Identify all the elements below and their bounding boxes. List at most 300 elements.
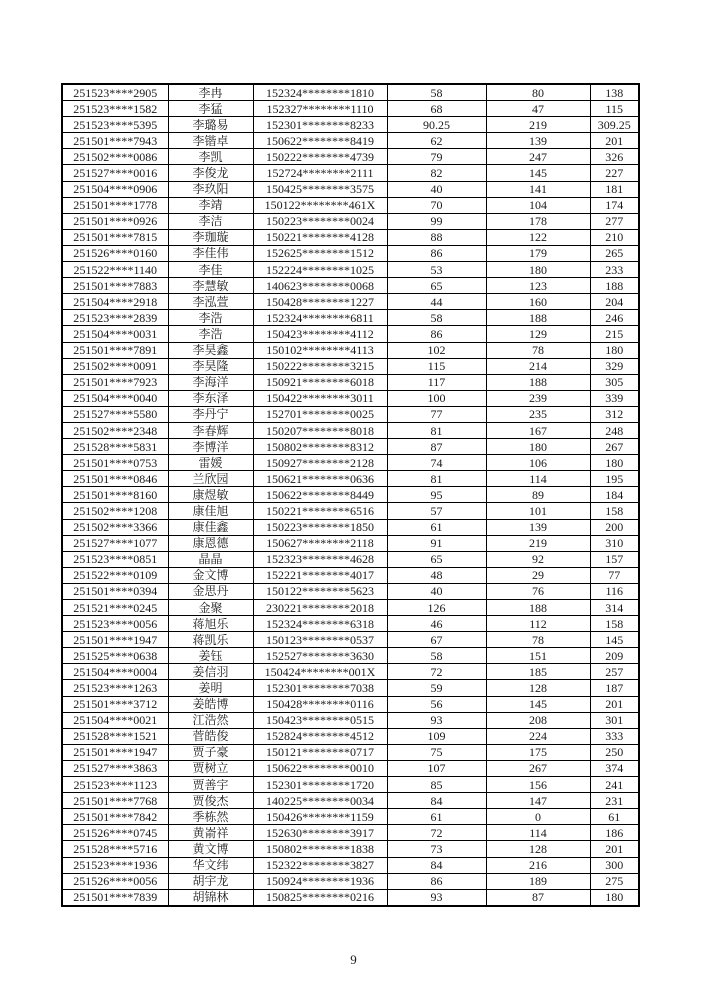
table-row bbox=[62, 358, 639, 374]
col-exam-no: 251521****0245 bbox=[62, 600, 168, 616]
table-row bbox=[62, 406, 639, 422]
col-id-number: 152724********2111 bbox=[253, 165, 387, 181]
col-exam-no: 251501****7943 bbox=[62, 133, 168, 149]
col-total: 305 bbox=[590, 374, 639, 390]
col-score-b: 78 bbox=[486, 632, 590, 648]
col-exam-no: 251501****1947 bbox=[62, 632, 168, 648]
col-id-number: 230221********2018 bbox=[253, 600, 387, 616]
col-total: 312 bbox=[590, 406, 639, 422]
col-score-a: 81 bbox=[387, 422, 486, 438]
col-total: 204 bbox=[590, 294, 639, 310]
col-id-number: 152221********4017 bbox=[253, 567, 387, 583]
col-id-number: 150423********0515 bbox=[253, 712, 387, 728]
col-score-a: 102 bbox=[387, 342, 486, 358]
col-score-b: 104 bbox=[486, 197, 590, 213]
col-id-number: 150223********1850 bbox=[253, 519, 387, 535]
col-score-b: 167 bbox=[486, 422, 590, 438]
col-score-a: 87 bbox=[387, 439, 486, 455]
col-name: 李玖阳 bbox=[168, 181, 253, 197]
col-score-b: 219 bbox=[486, 117, 590, 133]
col-id-number: 152527********3630 bbox=[253, 648, 387, 664]
col-total: 210 bbox=[590, 229, 639, 245]
col-score-b: 188 bbox=[486, 310, 590, 326]
col-score-b: 151 bbox=[486, 648, 590, 664]
table-row bbox=[62, 165, 639, 181]
col-exam-no: 251501****7839 bbox=[62, 889, 168, 906]
col-name: 李昊鑫 bbox=[168, 342, 253, 358]
col-score-b: 78 bbox=[486, 342, 590, 358]
col-score-b: 208 bbox=[486, 712, 590, 728]
col-score-b: 239 bbox=[486, 390, 590, 406]
col-score-b: 0 bbox=[486, 809, 590, 825]
table-row bbox=[62, 632, 639, 648]
col-name: 姜钰 bbox=[168, 648, 253, 664]
col-id-number: 150424********001X bbox=[253, 664, 387, 680]
col-exam-no: 251501****1947 bbox=[62, 744, 168, 760]
col-name: 贾子豪 bbox=[168, 744, 253, 760]
col-exam-no: 251504****0031 bbox=[62, 326, 168, 342]
col-total: 77 bbox=[590, 567, 639, 583]
col-total: 201 bbox=[590, 841, 639, 857]
col-id-number: 150121********0717 bbox=[253, 744, 387, 760]
col-total: 277 bbox=[590, 213, 639, 229]
col-id-number: 150621********0636 bbox=[253, 471, 387, 487]
col-exam-no: 251504****0004 bbox=[62, 664, 168, 680]
col-score-a: 100 bbox=[387, 390, 486, 406]
col-score-a: 84 bbox=[387, 793, 486, 809]
col-score-b: 114 bbox=[486, 825, 590, 841]
col-score-a: 61 bbox=[387, 519, 486, 535]
table-row bbox=[62, 101, 639, 117]
col-exam-no: 251526****0745 bbox=[62, 825, 168, 841]
col-exam-no: 251501****0753 bbox=[62, 455, 168, 471]
col-total: 180 bbox=[590, 889, 639, 906]
col-exam-no: 251501****3712 bbox=[62, 696, 168, 712]
col-score-b: 224 bbox=[486, 728, 590, 744]
col-id-number: 150207********8018 bbox=[253, 422, 387, 438]
col-score-a: 58 bbox=[387, 310, 486, 326]
table-row bbox=[62, 777, 639, 793]
col-total: 145 bbox=[590, 632, 639, 648]
table-row bbox=[62, 696, 639, 712]
col-score-a: 109 bbox=[387, 728, 486, 744]
col-exam-no: 251523****0056 bbox=[62, 616, 168, 632]
col-exam-no: 251502****0091 bbox=[62, 358, 168, 374]
col-exam-no: 251527****3863 bbox=[62, 760, 168, 776]
col-id-number: 150802********8312 bbox=[253, 439, 387, 455]
col-score-b: 92 bbox=[486, 551, 590, 567]
col-name: 康恩德 bbox=[168, 535, 253, 551]
col-total: 115 bbox=[590, 101, 639, 117]
col-total: 231 bbox=[590, 793, 639, 809]
col-total: 267 bbox=[590, 439, 639, 455]
col-name: 康佳旭 bbox=[168, 503, 253, 519]
col-score-a: 82 bbox=[387, 165, 486, 181]
table-row bbox=[62, 712, 639, 728]
table-row bbox=[62, 133, 639, 149]
col-total: 233 bbox=[590, 262, 639, 278]
col-name: 李冉 bbox=[168, 84, 253, 101]
col-exam-no: 251502****2348 bbox=[62, 422, 168, 438]
col-score-b: 180 bbox=[486, 439, 590, 455]
col-score-b: 145 bbox=[486, 165, 590, 181]
col-id-number: 150102********4113 bbox=[253, 342, 387, 358]
col-id-number: 152324********1810 bbox=[253, 84, 387, 101]
table-row bbox=[62, 664, 639, 680]
col-id-number: 150222********4739 bbox=[253, 149, 387, 165]
table-row bbox=[62, 744, 639, 760]
col-exam-no: 251527****0016 bbox=[62, 165, 168, 181]
col-name: 李泓萱 bbox=[168, 294, 253, 310]
col-total: 61 bbox=[590, 809, 639, 825]
col-exam-no: 251502****3366 bbox=[62, 519, 168, 535]
col-score-a: 86 bbox=[387, 873, 486, 889]
col-exam-no: 251501****7815 bbox=[62, 229, 168, 245]
col-name: 黄文博 bbox=[168, 841, 253, 857]
col-total: 265 bbox=[590, 245, 639, 261]
col-id-number: 140623********0068 bbox=[253, 278, 387, 294]
col-score-a: 85 bbox=[387, 777, 486, 793]
col-score-b: 156 bbox=[486, 777, 590, 793]
col-id-number: 150223********0024 bbox=[253, 213, 387, 229]
col-score-a: 117 bbox=[387, 374, 486, 390]
col-total: 180 bbox=[590, 455, 639, 471]
col-id-number: 150221********6516 bbox=[253, 503, 387, 519]
table-row bbox=[62, 149, 639, 165]
col-score-b: 219 bbox=[486, 535, 590, 551]
col-name: 胡锦林 bbox=[168, 889, 253, 906]
col-score-b: 189 bbox=[486, 873, 590, 889]
table-row bbox=[62, 422, 639, 438]
table-row bbox=[62, 841, 639, 857]
col-name: 李丹宁 bbox=[168, 406, 253, 422]
col-exam-no: 251523****5395 bbox=[62, 117, 168, 133]
col-name: 季栋然 bbox=[168, 809, 253, 825]
col-name: 贾善宇 bbox=[168, 777, 253, 793]
score-table-body bbox=[62, 84, 639, 906]
col-id-number: 150622********8419 bbox=[253, 133, 387, 149]
col-id-number: 152824********4512 bbox=[253, 728, 387, 744]
col-score-b: 129 bbox=[486, 326, 590, 342]
col-id-number: 150927********2128 bbox=[253, 455, 387, 471]
table-row bbox=[62, 551, 639, 567]
col-total: 138 bbox=[590, 84, 639, 101]
table-row bbox=[62, 889, 639, 906]
col-name: 贾俊杰 bbox=[168, 793, 253, 809]
col-name: 金文博 bbox=[168, 567, 253, 583]
col-name: 康煜敏 bbox=[168, 487, 253, 503]
col-score-a: 93 bbox=[387, 889, 486, 906]
col-total: 250 bbox=[590, 744, 639, 760]
col-exam-no: 251501****7768 bbox=[62, 793, 168, 809]
col-id-number: 152324********6811 bbox=[253, 310, 387, 326]
col-score-b: 180 bbox=[486, 262, 590, 278]
col-score-a: 65 bbox=[387, 551, 486, 567]
table-row bbox=[62, 616, 639, 632]
col-total: 314 bbox=[590, 600, 639, 616]
col-score-a: 86 bbox=[387, 245, 486, 261]
col-score-b: 101 bbox=[486, 503, 590, 519]
col-exam-no: 251528****5716 bbox=[62, 841, 168, 857]
col-total: 326 bbox=[590, 149, 639, 165]
col-exam-no: 251501****0394 bbox=[62, 583, 168, 599]
col-id-number: 152301********7038 bbox=[253, 680, 387, 696]
col-total: 188 bbox=[590, 278, 639, 294]
col-name: 金聚 bbox=[168, 600, 253, 616]
col-total: 309.25 bbox=[590, 117, 639, 133]
col-score-b: 106 bbox=[486, 455, 590, 471]
col-name: 李猛 bbox=[168, 101, 253, 117]
col-id-number: 150425********3575 bbox=[253, 181, 387, 197]
col-total: 201 bbox=[590, 133, 639, 149]
col-exam-no: 251526****0056 bbox=[62, 873, 168, 889]
score-table bbox=[61, 83, 640, 907]
col-name: 李佳伟 bbox=[168, 245, 253, 261]
col-total: 195 bbox=[590, 471, 639, 487]
col-name: 贾树立 bbox=[168, 760, 253, 776]
col-total: 310 bbox=[590, 535, 639, 551]
col-total: 300 bbox=[590, 857, 639, 873]
col-exam-no: 251523****1936 bbox=[62, 857, 168, 873]
col-total: 333 bbox=[590, 728, 639, 744]
col-exam-no: 251528****1521 bbox=[62, 728, 168, 744]
col-score-a: 48 bbox=[387, 567, 486, 583]
col-exam-no: 251502****1208 bbox=[62, 503, 168, 519]
col-score-b: 128 bbox=[486, 841, 590, 857]
col-score-a: 40 bbox=[387, 583, 486, 599]
page-number: 9 bbox=[350, 952, 357, 967]
col-score-a: 57 bbox=[387, 503, 486, 519]
table-row bbox=[62, 326, 639, 342]
col-name: 蒋旭乐 bbox=[168, 616, 253, 632]
col-name: 李博洋 bbox=[168, 439, 253, 455]
col-id-number: 152324********6318 bbox=[253, 616, 387, 632]
table-row bbox=[62, 809, 639, 825]
col-score-b: 185 bbox=[486, 664, 590, 680]
col-name: 李靖 bbox=[168, 197, 253, 213]
col-score-a: 65 bbox=[387, 278, 486, 294]
col-score-a: 115 bbox=[387, 358, 486, 374]
col-id-number: 150423********4112 bbox=[253, 326, 387, 342]
col-total: 180 bbox=[590, 342, 639, 358]
table-row bbox=[62, 455, 639, 471]
col-score-b: 247 bbox=[486, 149, 590, 165]
col-exam-no: 251501****0846 bbox=[62, 471, 168, 487]
col-exam-no: 251504****0021 bbox=[62, 712, 168, 728]
col-total: 275 bbox=[590, 873, 639, 889]
col-exam-no: 251523****1123 bbox=[62, 777, 168, 793]
col-score-a: 95 bbox=[387, 487, 486, 503]
col-name: 李锴卓 bbox=[168, 133, 253, 149]
col-id-number: 150422********3011 bbox=[253, 390, 387, 406]
col-exam-no: 251523****2839 bbox=[62, 310, 168, 326]
col-score-b: 179 bbox=[486, 245, 590, 261]
col-name: 姜明 bbox=[168, 680, 253, 696]
table-row bbox=[62, 213, 639, 229]
col-score-b: 214 bbox=[486, 358, 590, 374]
table-row bbox=[62, 648, 639, 664]
col-total: 200 bbox=[590, 519, 639, 535]
table-row bbox=[62, 310, 639, 326]
col-exam-no: 251523****1582 bbox=[62, 101, 168, 117]
col-score-b: 29 bbox=[486, 567, 590, 583]
col-total: 301 bbox=[590, 712, 639, 728]
col-total: 181 bbox=[590, 181, 639, 197]
col-score-b: 141 bbox=[486, 181, 590, 197]
col-score-b: 122 bbox=[486, 229, 590, 245]
table-row bbox=[62, 342, 639, 358]
col-total: 186 bbox=[590, 825, 639, 841]
table-row bbox=[62, 117, 639, 133]
col-name: 兰欣园 bbox=[168, 471, 253, 487]
col-score-b: 188 bbox=[486, 600, 590, 616]
col-score-a: 75 bbox=[387, 744, 486, 760]
col-name: 菅皓俊 bbox=[168, 728, 253, 744]
col-id-number: 152323********4628 bbox=[253, 551, 387, 567]
col-score-a: 74 bbox=[387, 455, 486, 471]
col-name: 姜皓博 bbox=[168, 696, 253, 712]
table-row bbox=[62, 471, 639, 487]
col-name: 李凯 bbox=[168, 149, 253, 165]
col-id-number: 150924********1936 bbox=[253, 873, 387, 889]
col-id-number: 150122********461X bbox=[253, 197, 387, 213]
col-total: 187 bbox=[590, 680, 639, 696]
col-total: 246 bbox=[590, 310, 639, 326]
col-score-b: 145 bbox=[486, 696, 590, 712]
col-exam-no: 251528****5831 bbox=[62, 439, 168, 455]
col-score-a: 91 bbox=[387, 535, 486, 551]
table-row bbox=[62, 680, 639, 696]
col-name: 金思丹 bbox=[168, 583, 253, 599]
col-total: 158 bbox=[590, 503, 639, 519]
col-score-b: 76 bbox=[486, 583, 590, 599]
col-exam-no: 251501****0926 bbox=[62, 213, 168, 229]
table-row bbox=[62, 825, 639, 841]
col-id-number: 150222********3215 bbox=[253, 358, 387, 374]
col-total: 257 bbox=[590, 664, 639, 680]
col-score-a: 79 bbox=[387, 149, 486, 165]
col-id-number: 150426********1159 bbox=[253, 809, 387, 825]
col-name: 李东泽 bbox=[168, 390, 253, 406]
col-id-number: 152701********0025 bbox=[253, 406, 387, 422]
col-score-a: 126 bbox=[387, 600, 486, 616]
col-id-number: 150428********1227 bbox=[253, 294, 387, 310]
table-row bbox=[62, 439, 639, 455]
col-id-number: 140225********0034 bbox=[253, 793, 387, 809]
col-total: 329 bbox=[590, 358, 639, 374]
col-score-b: 216 bbox=[486, 857, 590, 873]
col-total: 157 bbox=[590, 551, 639, 567]
col-exam-no: 251501****1778 bbox=[62, 197, 168, 213]
col-name: 蒋凯乐 bbox=[168, 632, 253, 648]
col-name: 姜信羽 bbox=[168, 664, 253, 680]
col-score-b: 188 bbox=[486, 374, 590, 390]
col-exam-no: 251523****0851 bbox=[62, 551, 168, 567]
col-name: 李春辉 bbox=[168, 422, 253, 438]
col-score-b: 160 bbox=[486, 294, 590, 310]
col-score-b: 128 bbox=[486, 680, 590, 696]
col-id-number: 152630********3917 bbox=[253, 825, 387, 841]
col-exam-no: 251522****0109 bbox=[62, 567, 168, 583]
table-row bbox=[62, 278, 639, 294]
col-total: 209 bbox=[590, 648, 639, 664]
col-name: 李慧敏 bbox=[168, 278, 253, 294]
col-exam-no: 251504****0906 bbox=[62, 181, 168, 197]
col-score-a: 62 bbox=[387, 133, 486, 149]
col-score-a: 86 bbox=[387, 326, 486, 342]
col-score-b: 87 bbox=[486, 889, 590, 906]
col-exam-no: 251526****0160 bbox=[62, 245, 168, 261]
col-total: 215 bbox=[590, 326, 639, 342]
col-name: 李佳 bbox=[168, 262, 253, 278]
col-id-number: 150123********0537 bbox=[253, 632, 387, 648]
col-id-number: 150221********4128 bbox=[253, 229, 387, 245]
col-name: 李洁 bbox=[168, 213, 253, 229]
col-exam-no: 251525****0638 bbox=[62, 648, 168, 664]
col-name: 李璐易 bbox=[168, 117, 253, 133]
table-row bbox=[62, 600, 639, 616]
table-row bbox=[62, 262, 639, 278]
col-score-a: 56 bbox=[387, 696, 486, 712]
col-score-a: 72 bbox=[387, 664, 486, 680]
col-name: 李海洋 bbox=[168, 374, 253, 390]
table-row bbox=[62, 583, 639, 599]
col-id-number: 152625********1512 bbox=[253, 245, 387, 261]
col-score-a: 46 bbox=[387, 616, 486, 632]
col-id-number: 150627********2118 bbox=[253, 535, 387, 551]
col-score-a: 88 bbox=[387, 229, 486, 245]
table-row bbox=[62, 793, 639, 809]
col-score-a: 81 bbox=[387, 471, 486, 487]
col-score-a: 40 bbox=[387, 181, 486, 197]
col-name: 雷媛 bbox=[168, 455, 253, 471]
col-total: 248 bbox=[590, 422, 639, 438]
table-row bbox=[62, 84, 639, 101]
col-score-a: 90.25 bbox=[387, 117, 486, 133]
col-score-a: 44 bbox=[387, 294, 486, 310]
col-id-number: 152301********8233 bbox=[253, 117, 387, 133]
col-score-a: 58 bbox=[387, 84, 486, 101]
col-total: 227 bbox=[590, 165, 639, 181]
col-score-a: 68 bbox=[387, 101, 486, 117]
col-exam-no: 251501****7891 bbox=[62, 342, 168, 358]
col-score-a: 70 bbox=[387, 197, 486, 213]
col-exam-no: 251501****7923 bbox=[62, 374, 168, 390]
col-exam-no: 251523****1263 bbox=[62, 680, 168, 696]
col-id-number: 150825********0216 bbox=[253, 889, 387, 906]
col-exam-no: 251522****1140 bbox=[62, 262, 168, 278]
col-score-a: 107 bbox=[387, 760, 486, 776]
col-id-number: 150622********0010 bbox=[253, 760, 387, 776]
col-score-a: 61 bbox=[387, 809, 486, 825]
col-score-b: 235 bbox=[486, 406, 590, 422]
col-score-b: 267 bbox=[486, 760, 590, 776]
col-name: 李浩 bbox=[168, 310, 253, 326]
col-name: 李浩 bbox=[168, 326, 253, 342]
col-exam-no: 251502****0086 bbox=[62, 149, 168, 165]
col-name: 胡宇龙 bbox=[168, 873, 253, 889]
col-exam-no: 251527****5580 bbox=[62, 406, 168, 422]
col-score-b: 80 bbox=[486, 84, 590, 101]
table-row bbox=[62, 873, 639, 889]
table-row bbox=[62, 519, 639, 535]
col-score-b: 112 bbox=[486, 616, 590, 632]
col-score-b: 147 bbox=[486, 793, 590, 809]
col-score-a: 72 bbox=[387, 825, 486, 841]
col-name: 李昊隆 bbox=[168, 358, 253, 374]
col-score-a: 53 bbox=[387, 262, 486, 278]
col-total: 158 bbox=[590, 616, 639, 632]
